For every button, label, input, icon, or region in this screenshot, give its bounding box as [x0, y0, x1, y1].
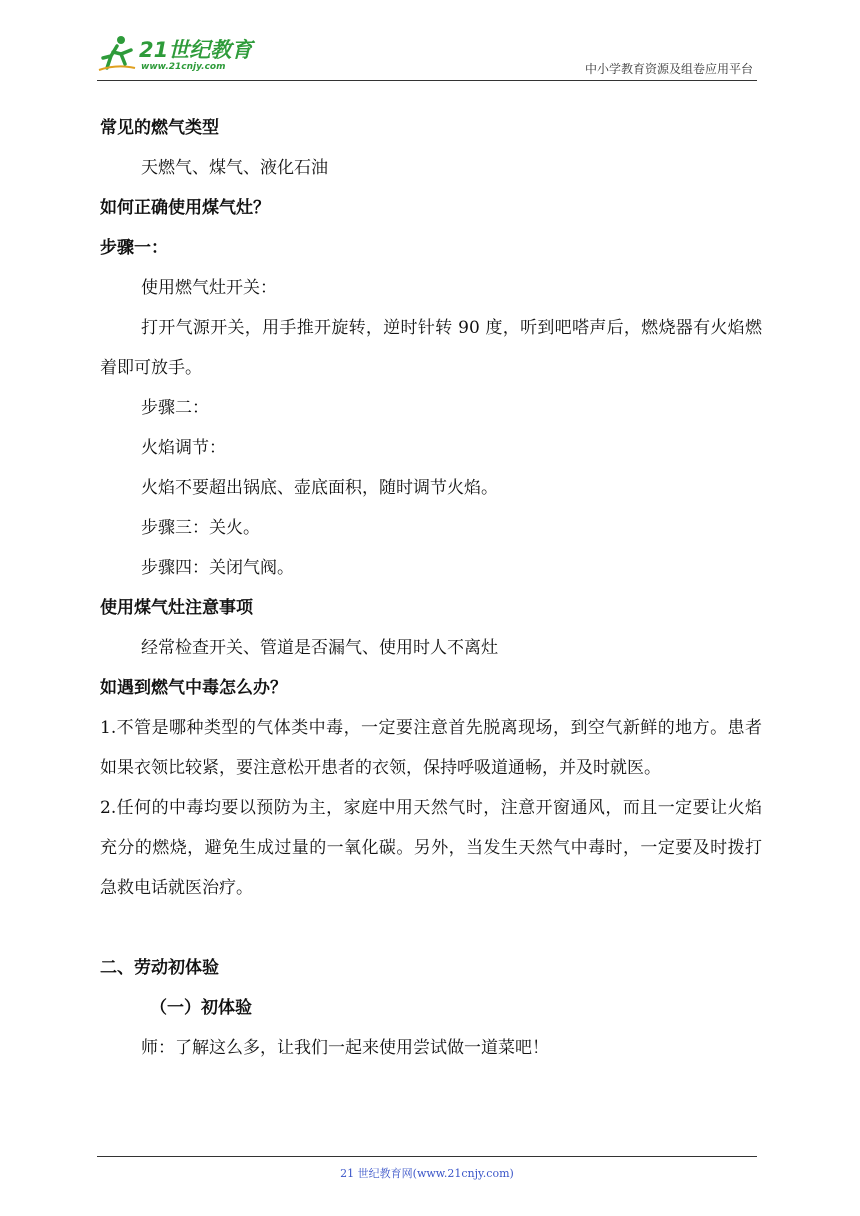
- section2-heading: 二、劳动初体验: [100, 958, 219, 978]
- spacer: [100, 908, 762, 948]
- platform-title: 中小学教育资源及组卷应用平台: [584, 62, 753, 76]
- step4-text: 步骤四：关闭气阀。: [141, 558, 294, 578]
- step1-subtitle: 使用燃气灶开关：: [141, 278, 277, 298]
- step1-text: 打开气源开关，用手推开旋转，逆时针转 90 度，听到吧嗒声后，燃烧器有火焰燃着即可放手。: [100, 318, 762, 378]
- step2-title: 步骤二：: [141, 398, 209, 418]
- step1-title: 步骤一：: [100, 238, 168, 258]
- document-body: [100, 108, 762, 1068]
- page-header: [97, 28, 757, 81]
- notes-text: 经常检查开关、管道是否漏气、使用时人不离灶: [141, 638, 498, 658]
- gas-types-text: 天燃气、煤气、液化石油: [141, 158, 328, 178]
- section2-subheading: （一）初体验: [150, 998, 252, 1018]
- poison-point-1: 1.不管是哪种类型的气体类中毒，一定要注意首先脱离现场，到空气新鲜的地方。患者如果衣领比较紧，要注意松开患者的衣领，保持呼吸道通畅，并及时就医。: [100, 718, 762, 778]
- poison-point-2: 2.任何的中毒均要以预防为主，家庭中用天然气时，注意开窗通风，而且一定要让火焰充分的燃烧，避免生成过量的一氧化碳。另外，当发生天然气中毒时，一定要及时拨打急救电话就医治疗。: [100, 798, 762, 898]
- teacher-line: 师：了解这么多，让我们一起来使用尝试做一道菜吧！: [141, 1038, 549, 1058]
- step3-text: 步骤三：关火。: [141, 518, 260, 538]
- heading-poisoning: 如遇到燃气中毒怎么办？: [100, 678, 287, 698]
- heading-notes: 使用煤气灶注意事项: [100, 598, 253, 618]
- logo-url: www.21cnjy.com: [141, 62, 226, 72]
- logo-text: 21世纪教育: [139, 38, 253, 62]
- heading-gas-types: 常见的燃气类型: [100, 118, 219, 138]
- site-logo[interactable]: [97, 32, 267, 78]
- step2-subtitle: 火焰调节：: [141, 438, 226, 458]
- footer-link[interactable]: 21 世纪教育网(www.21cnjy.com): [340, 1167, 514, 1180]
- runner-logo-icon: [97, 34, 137, 74]
- step2-text: 火焰不要超出锅底、壶底面积，随时调节火焰。: [141, 478, 498, 498]
- page-footer: [97, 1156, 757, 1181]
- heading-how-to-use: 如何正确使用煤气灶？: [100, 198, 270, 218]
